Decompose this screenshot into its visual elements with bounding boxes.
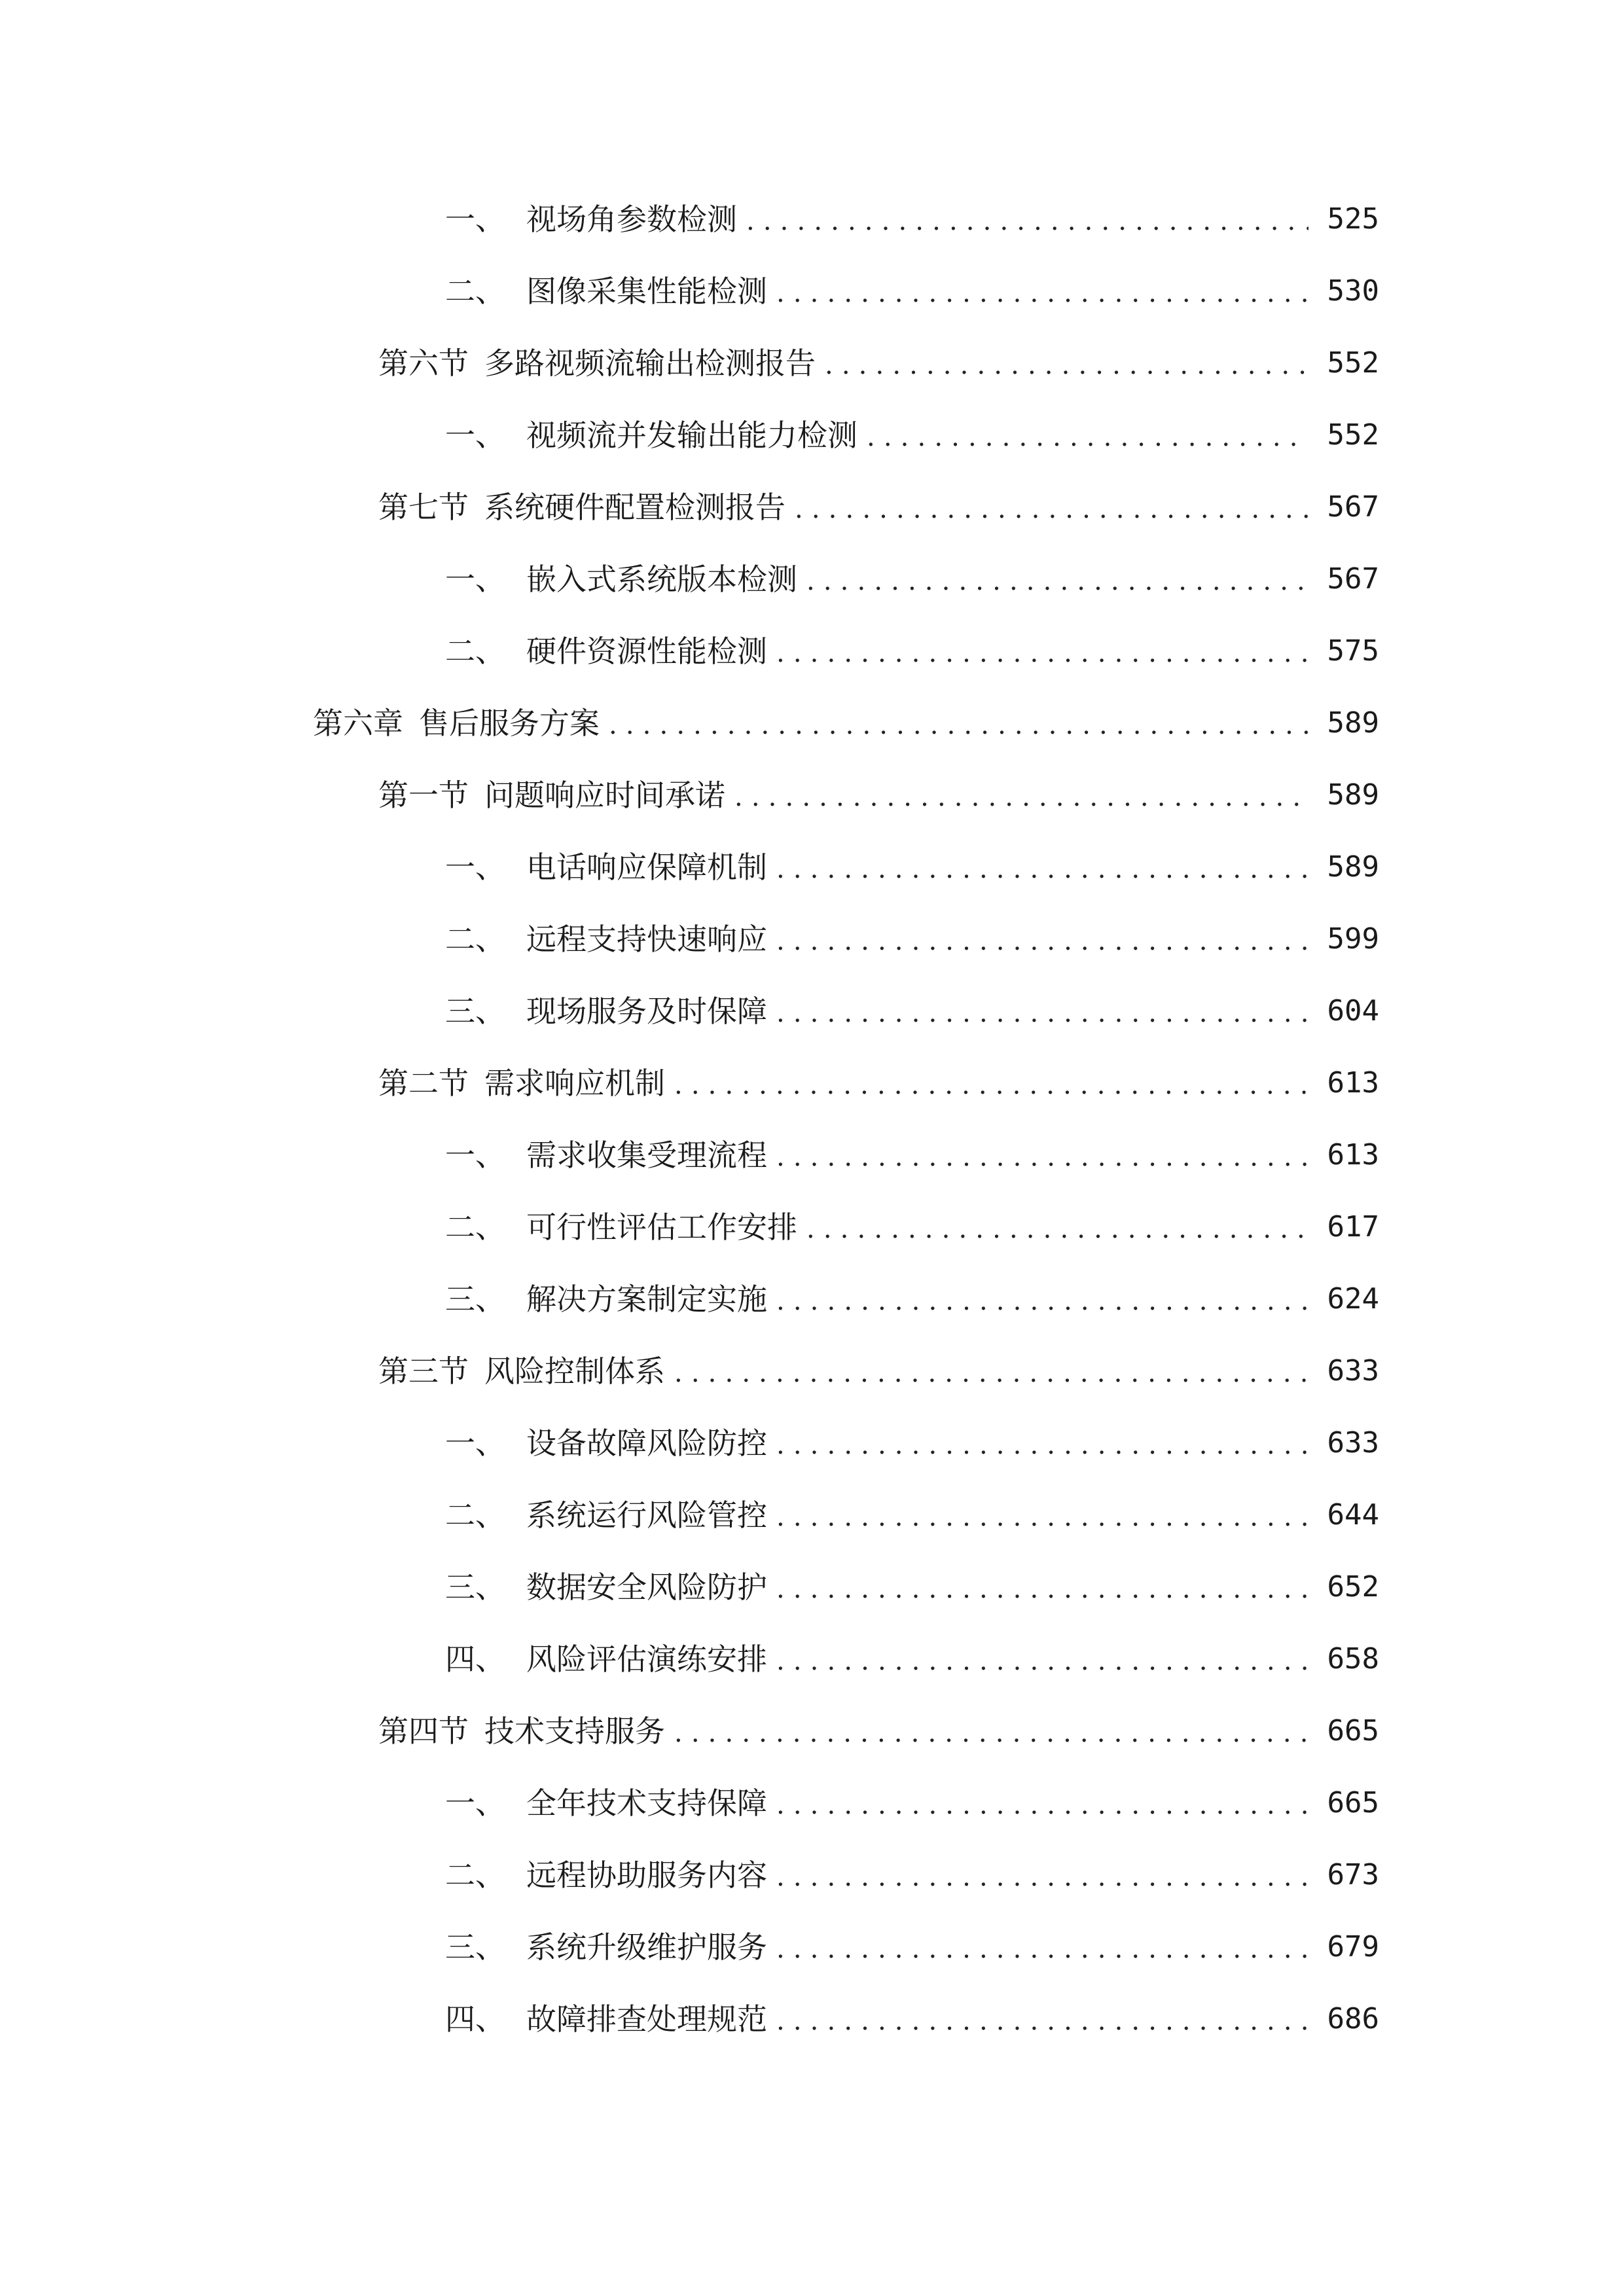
toc-entry-title: 系统升级维护服务 — [526, 1929, 767, 1965]
toc-dot-leader — [776, 1936, 1308, 1966]
toc-entry-title: 风险评估演练安排 — [526, 1641, 767, 1677]
toc-entry-number: 第三节 — [378, 1354, 469, 1389]
toc-entry-title: 视场角参数检测 — [526, 202, 737, 237]
toc-page-number: 552 — [1327, 418, 1379, 452]
toc-dot-leader — [674, 1072, 1308, 1102]
toc-dot-leader — [734, 784, 1308, 814]
toc-entry[interactable] — [0, 1479, 1624, 1551]
toc-entry-title: 视频流并发输出能力检测 — [526, 418, 857, 453]
toc-entry-number: 三、 — [445, 994, 505, 1029]
toc-entry-title: 售后服务方案 — [419, 706, 600, 741]
toc-entry[interactable] — [0, 615, 1624, 687]
toc-page-number: 567 — [1327, 490, 1379, 524]
toc-entry-number: 第七节 — [378, 490, 469, 525]
toc-entry-title: 图像采集性能检测 — [526, 274, 767, 309]
toc-entry-title: 多路视频流输出检测报告 — [484, 346, 816, 381]
toc-entry-number: 第四节 — [378, 1713, 469, 1749]
toc-entry[interactable] — [0, 1695, 1624, 1767]
toc-entry-number: 二、 — [445, 1210, 505, 1245]
toc-dot-leader — [776, 1864, 1308, 1894]
toc-entry-title: 现场服务及时保障 — [526, 994, 767, 1029]
toc-entry[interactable] — [0, 1911, 1624, 1983]
toc-entry-title: 嵌入式系统版本检测 — [526, 562, 797, 597]
toc-dot-leader — [776, 640, 1308, 670]
toc-dot-leader — [776, 928, 1308, 958]
toc-entry[interactable] — [0, 903, 1624, 975]
toc-entry[interactable] — [0, 1407, 1624, 1479]
toc-entry[interactable] — [0, 1551, 1624, 1623]
toc-entry[interactable] — [0, 255, 1624, 327]
toc-dot-leader — [776, 1576, 1308, 1606]
toc-page-number: 665 — [1327, 1714, 1379, 1748]
toc-entry-number: 第六章 — [313, 706, 403, 741]
toc-entry[interactable] — [0, 1623, 1624, 1695]
toc-entry-number: 四、 — [445, 1641, 505, 1677]
toc-entry-title: 全年技术支持保障 — [526, 1785, 767, 1821]
toc-page-number: 658 — [1327, 1642, 1379, 1676]
toc-entry[interactable] — [0, 399, 1624, 471]
toc-entry-number: 一、 — [445, 562, 505, 597]
toc-dot-leader — [795, 496, 1308, 526]
toc-entry-number: 二、 — [445, 922, 505, 957]
toc-dot-leader — [674, 1360, 1308, 1390]
toc-page-number: 644 — [1327, 1498, 1379, 1532]
toc-entry-title: 远程协助服务内容 — [526, 1857, 767, 1893]
toc-entry[interactable] — [0, 1191, 1624, 1263]
toc-dot-leader — [776, 2008, 1308, 2038]
toc-entry[interactable] — [0, 759, 1624, 831]
toc-page-number: 665 — [1327, 1786, 1379, 1820]
toc-dot-leader — [776, 1000, 1308, 1030]
toc-entry-title: 系统硬件配置检测报告 — [484, 490, 785, 525]
toc-dot-leader — [825, 352, 1308, 382]
toc-entry-number: 三、 — [445, 1282, 505, 1317]
toc-entry-number: 第一节 — [378, 778, 469, 813]
toc-page-number: 589 — [1327, 706, 1379, 740]
toc-entry-number: 第六节 — [378, 346, 469, 381]
toc-entry-number: 一、 — [445, 1426, 505, 1461]
toc-page-number: 599 — [1327, 922, 1379, 956]
toc-entry-number: 二、 — [445, 274, 505, 309]
toc-entry-title: 解决方案制定实施 — [526, 1282, 767, 1317]
toc-page-number: 567 — [1327, 562, 1379, 596]
toc-page-number: 604 — [1327, 994, 1379, 1028]
toc-entry-number: 一、 — [445, 850, 505, 885]
toc-entry[interactable] — [0, 327, 1624, 399]
toc-page-number: 525 — [1327, 202, 1379, 236]
toc-entry-number: 三、 — [445, 1570, 505, 1605]
toc-entry-title: 设备故障风险防控 — [526, 1426, 767, 1461]
toc-page-number: 575 — [1327, 634, 1379, 668]
toc-dot-leader — [609, 712, 1308, 742]
toc-entry-title: 系统运行风险管控 — [526, 1498, 767, 1533]
toc-entry-title: 需求响应机制 — [484, 1066, 665, 1101]
toc-entry-number: 第二节 — [378, 1066, 469, 1101]
toc-page-number: 613 — [1327, 1138, 1379, 1172]
toc-entry[interactable] — [0, 1839, 1624, 1911]
toc-page-number: 613 — [1327, 1066, 1379, 1100]
toc-entry-title: 电话响应保障机制 — [526, 850, 767, 885]
toc-entry-title: 风险控制体系 — [484, 1354, 665, 1389]
toc-page-number: 679 — [1327, 1930, 1379, 1964]
toc-dot-leader — [776, 856, 1308, 886]
toc-entry[interactable] — [0, 975, 1624, 1047]
toc-entry-title: 数据安全风险防护 — [526, 1570, 767, 1605]
toc-dot-leader — [746, 208, 1308, 238]
toc-entry[interactable] — [0, 1047, 1624, 1119]
toc-dot-leader — [776, 1288, 1308, 1318]
toc-entry-title: 故障排查处理规范 — [526, 2001, 767, 2037]
toc-entry-number: 二、 — [445, 634, 505, 669]
toc-entry[interactable] — [0, 831, 1624, 903]
toc-dot-leader — [674, 1720, 1308, 1750]
toc-dot-leader — [776, 1504, 1308, 1534]
toc-page-number: 530 — [1327, 274, 1379, 308]
toc-entry-number: 一、 — [445, 202, 505, 237]
toc-dot-leader — [776, 1432, 1308, 1462]
toc-page-number: 552 — [1327, 346, 1379, 380]
toc-entry[interactable] — [0, 1119, 1624, 1191]
toc-page-number: 673 — [1327, 1858, 1379, 1892]
toc-entry-number: 三、 — [445, 1929, 505, 1965]
toc-dot-leader — [776, 1648, 1308, 1678]
toc-entry-title: 可行性评估工作安排 — [526, 1210, 797, 1245]
toc-entry-title: 问题响应时间承诺 — [484, 778, 725, 813]
toc-page-number: 589 — [1327, 850, 1379, 884]
toc-entry-number: 一、 — [445, 1138, 505, 1173]
toc-entry[interactable] — [0, 183, 1624, 255]
table-of-contents — [0, 183, 1624, 2055]
toc-entry[interactable] — [0, 543, 1624, 615]
toc-entry-number: 一、 — [445, 418, 505, 453]
toc-entry[interactable] — [0, 687, 1624, 759]
toc-entry-title: 硬件资源性能检测 — [526, 634, 767, 669]
toc-entry[interactable] — [0, 1983, 1624, 2055]
toc-entry-title: 技术支持服务 — [484, 1713, 665, 1749]
toc-entry-title: 远程支持快速响应 — [526, 922, 767, 957]
toc-entry-number: 二、 — [445, 1857, 505, 1893]
toc-entry-number: 二、 — [445, 1498, 505, 1533]
toc-entry-number: 一、 — [445, 1785, 505, 1821]
toc-dot-leader — [776, 1144, 1308, 1174]
toc-dot-leader — [776, 280, 1308, 310]
toc-entry[interactable] — [0, 1335, 1624, 1407]
toc-dot-leader — [867, 424, 1308, 454]
toc-page-number: 633 — [1327, 1426, 1379, 1460]
toc-entry[interactable] — [0, 1767, 1624, 1839]
toc-entry[interactable] — [0, 471, 1624, 543]
toc-page-number: 617 — [1327, 1210, 1379, 1244]
toc-entry[interactable] — [0, 1263, 1624, 1335]
toc-entry-title: 需求收集受理流程 — [526, 1138, 767, 1173]
toc-page-number: 652 — [1327, 1570, 1379, 1604]
toc-page-number: 589 — [1327, 778, 1379, 812]
toc-page-number: 686 — [1327, 2002, 1379, 2036]
toc-page-number: 633 — [1327, 1354, 1379, 1388]
toc-dot-leader — [776, 1792, 1308, 1822]
toc-page-number: 624 — [1327, 1282, 1379, 1316]
toc-entry-number: 四、 — [445, 2001, 505, 2037]
toc-dot-leader — [806, 568, 1308, 598]
toc-dot-leader — [806, 1216, 1308, 1246]
